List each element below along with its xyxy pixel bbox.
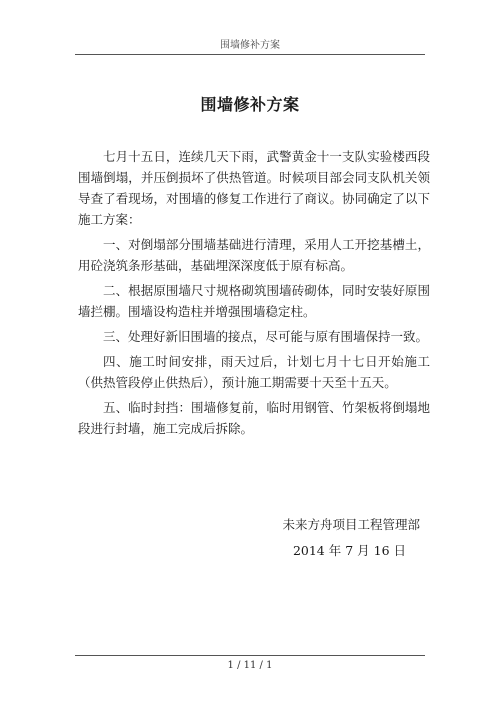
- signature-date: 2014 年 7 月 16 日: [292, 543, 406, 558]
- paragraph-item-2: 二、根据原围墙尺寸规格砌筑围墙砖砌体，同时安装好原围墙拦棚。围墙设构造柱并增强围墙稳定柱。: [78, 283, 430, 319]
- paragraph-item-1: 一、对倒塌部分围墙基础进行清理，采用人工开挖基槽土，用砼浇筑条形基础，基础埋深深度低于原有标高。: [78, 237, 430, 273]
- footer-rule: [75, 655, 425, 656]
- paragraph-item-3: 三、处理好新旧围墙的接点，尽可能与原有围墙保持一致。: [103, 329, 429, 344]
- signature-organization: 未来方舟项目工程管理部: [282, 517, 420, 532]
- running-header: 围墙修补方案: [220, 40, 280, 51]
- paragraph-item-4: 四、施工时间安排，雨天过后，计划七月十七日开始施工（供热管段停止供热后），预计施工期需要十天至十五天。: [78, 354, 430, 390]
- signature-block: [0, 512, 420, 564]
- page-number: 1 / 11 / 1: [227, 660, 273, 671]
- paragraph-intro: 七月十五日，连续几天下雨，武警黄金十一支队实验楼西段围墙倒塌，并压倒损坏了供热管道。时候项目部会同支队机关领导查了看现场，对围墙的修复工作进行了商议。协同确定了以下施工方案：: [78, 149, 430, 227]
- paragraph-item-5: 五、临时封挡：围墙修复前，临时用钢管、竹架板将倒塌地段进行封墙，施工完成后拆除。: [78, 400, 430, 436]
- header-rule: [75, 54, 425, 55]
- document-body: [78, 146, 430, 443]
- document-title: 围墙修补方案: [200, 95, 300, 114]
